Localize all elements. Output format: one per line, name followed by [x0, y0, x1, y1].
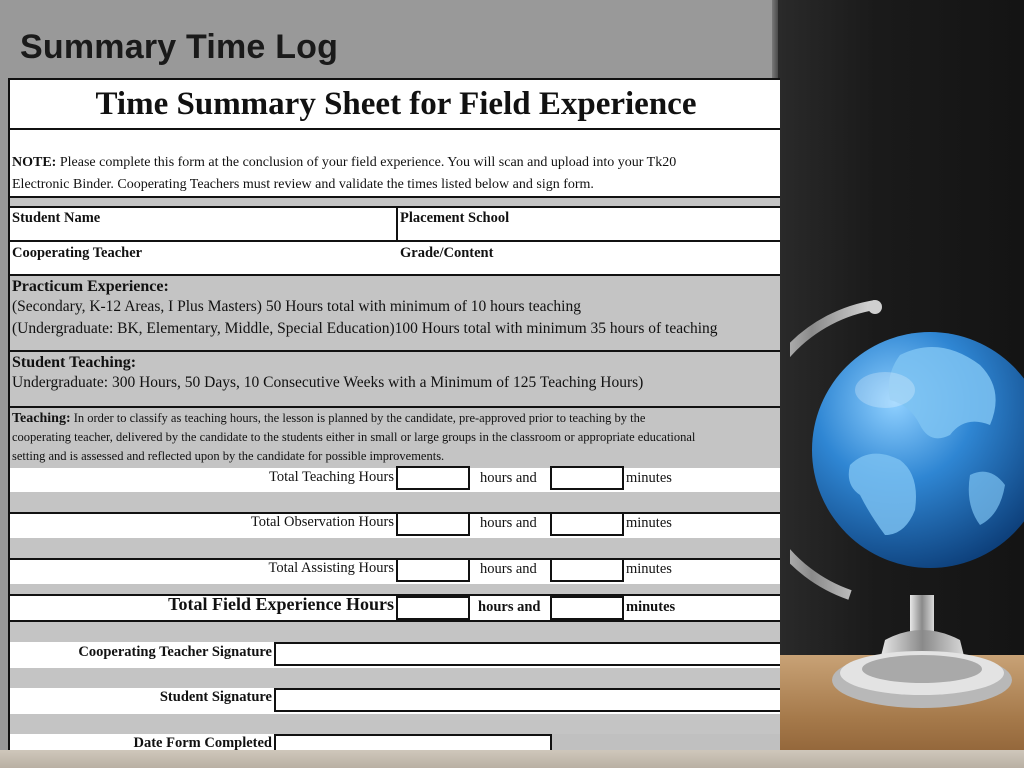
observation-minutes-input[interactable]	[550, 512, 624, 536]
assisting-hours-label: Total Assisting Hours	[268, 560, 394, 576]
teaching-hours-label: Total Teaching Hours	[269, 469, 394, 485]
form-title-band	[10, 80, 780, 130]
note-text: Please complete this form at the conclusion of your field experience. You will scan and upload into your Tk20	[56, 155, 677, 170]
form-note	[12, 152, 780, 196]
spacer	[10, 584, 780, 596]
student-teaching-section	[10, 352, 780, 408]
teaching-minutes-input[interactable]	[550, 466, 624, 490]
hours-and-text: hours and	[478, 599, 541, 615]
minutes-text: minutes	[626, 470, 672, 486]
spacer	[10, 538, 780, 560]
spacer	[10, 492, 780, 514]
cooperating-teacher-field[interactable]: Cooperating Teacher	[12, 245, 143, 261]
hours-and-text: hours and	[480, 470, 537, 486]
placement-school-field[interactable]: Placement School	[400, 210, 510, 226]
assisting-hours-input[interactable]	[396, 558, 470, 582]
assisting-minutes-input[interactable]	[550, 558, 624, 582]
spacer	[10, 714, 780, 734]
teaching-text-3: setting and is assessed and reflected upon by the candidate for possible improvements.	[12, 449, 445, 463]
grade-content-field[interactable]: Grade/Content	[400, 245, 494, 261]
teaching-text-2: cooperating teacher, delivered by the candidate to the students either in small or large groups in the classroom or appropriate educational	[12, 430, 696, 444]
student-signature-input[interactable]	[274, 688, 780, 712]
minutes-text: minutes	[626, 515, 672, 531]
practicum-line-1: (Secondary, K-12 Areas, I Plus Masters) 50 Hours total with minimum of 10 hours teaching	[12, 298, 581, 315]
note-text-2: Electronic Binder. Cooperating Teachers must review and validate the times listed below and sign form.	[12, 177, 594, 192]
total-hours-label: Total Field Experience Hours	[168, 594, 394, 614]
hours-and-text: hours and	[480, 515, 537, 531]
total-hours-input[interactable]	[396, 596, 470, 620]
total-minutes-input[interactable]	[550, 596, 624, 620]
time-summary-form	[8, 78, 780, 750]
cooperating-signature-input[interactable]	[274, 642, 780, 666]
minutes-text: minutes	[626, 561, 672, 577]
student-teaching-line: Undergraduate: 300 Hours, 50 Days, 10 Consecutive Weeks with a Minimum of 125 Teaching Hours)	[12, 374, 644, 391]
student-signature-label: Student Signature	[159, 689, 272, 705]
teaching-hours-input[interactable]	[396, 466, 470, 490]
observation-hours-input[interactable]	[396, 512, 470, 536]
observation-hours-label: Total Observation Hours	[250, 514, 394, 530]
spacer	[10, 668, 780, 688]
minutes-text: minutes	[626, 599, 676, 615]
teaching-label: Teaching:	[12, 411, 71, 426]
spacer	[10, 198, 780, 206]
student-name-row	[10, 206, 780, 242]
practicum-heading: Practicum Experience:	[12, 278, 169, 295]
slide-title: Summary Time Log	[20, 28, 339, 66]
student-name-field[interactable]: Student Name	[12, 210, 101, 226]
teaching-text-1: In order to classify as teaching hours, the lesson is planned by the candidate, pre-approved prior to teaching by the	[70, 411, 646, 425]
spacer	[10, 622, 780, 642]
form-title: Time Summary Sheet for Field Experience	[95, 86, 697, 122]
slide-bottom-edge	[0, 750, 1024, 768]
teaching-definition	[10, 408, 780, 468]
cooperating-signature-label: Cooperating Teacher Signature	[78, 644, 272, 660]
hours-and-text: hours and	[480, 561, 537, 577]
student-teaching-heading: Student Teaching:	[12, 354, 137, 371]
date-completed-label: Date Form Completed	[133, 735, 272, 750]
practicum-section	[10, 276, 780, 352]
date-completed-input[interactable]	[274, 734, 552, 750]
globe-icon	[790, 295, 1024, 735]
practicum-line-2: (Undergraduate: BK, Elementary, Middle, Special Education)100 Hours total with minimum 35 hours of teaching	[12, 320, 718, 337]
note-label: NOTE:	[12, 155, 57, 170]
